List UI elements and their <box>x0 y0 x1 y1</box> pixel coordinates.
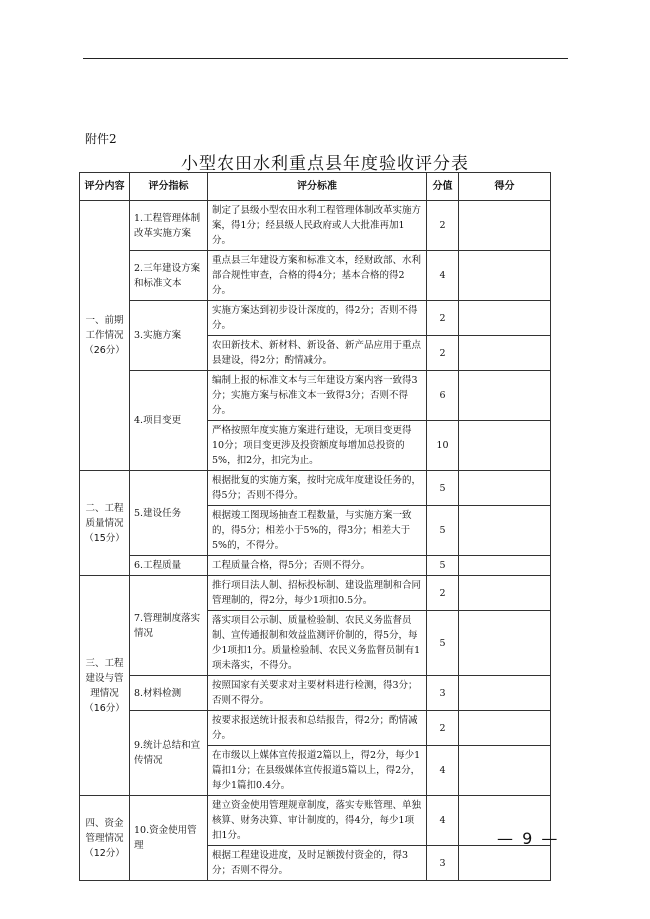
points-cell: 10 <box>427 421 459 471</box>
points-cell: 2 <box>427 201 459 251</box>
score-cell[interactable] <box>459 251 551 301</box>
indicator-cell: 8.材料检测 <box>130 676 208 711</box>
score-cell[interactable] <box>459 611 551 676</box>
points-cell: 4 <box>427 251 459 301</box>
score-cell[interactable] <box>459 201 551 251</box>
standard-cell: 制定了县级小型农田水利工程管理体制改革实施方案，得1分；经县级人民政府或人大批准再加1分。 <box>208 201 427 251</box>
points-cell: 4 <box>427 796 459 846</box>
header-points: 分值 <box>427 173 459 201</box>
standard-cell: 按要求报送统计报表和总结报告，得2分；酌情减分。 <box>208 711 427 746</box>
points-cell: 5 <box>427 471 459 506</box>
score-cell[interactable] <box>459 421 551 471</box>
standard-cell: 建立资金使用管理规章制度，落实专账管理、单独核算、财务决算、审计制度的，得4分，每少1项扣1分。 <box>208 796 427 846</box>
standard-cell: 推行项目法人制、招标投标制、建设监理制和合同管理制的，得2分，每少1项扣0.5分。 <box>208 576 427 611</box>
indicator-cell: 2.三年建设方案和标准文本 <box>130 251 208 301</box>
header-rule <box>83 58 568 59</box>
points-cell: 5 <box>427 611 459 676</box>
score-cell[interactable] <box>459 676 551 711</box>
indicator-cell: 1.工程管理体制改革实施方案 <box>130 201 208 251</box>
table-row <box>80 711 551 746</box>
score-cell[interactable] <box>459 711 551 746</box>
table-row <box>80 676 551 711</box>
table-row <box>80 556 551 576</box>
standard-cell: 在市级以上媒体宣传报道2篇以上，得2分，每少1篇扣1分；在县级媒体宣传报道5篇以上，得2分，每少1篇扣0.4分。 <box>208 746 427 796</box>
indicator-cell: 7.管理制度落实情况 <box>130 576 208 676</box>
standard-cell: 实施方案达到初步设计深度的，得2分；否则不得分。 <box>208 301 427 336</box>
header-category: 评分内容 <box>80 173 130 201</box>
indicator-cell: 10.资金使用管理 <box>130 796 208 881</box>
score-cell[interactable] <box>459 301 551 336</box>
points-cell: 4 <box>427 746 459 796</box>
score-cell[interactable] <box>459 371 551 421</box>
header-indicator: 评分指标 <box>130 173 208 201</box>
score-cell[interactable] <box>459 471 551 506</box>
category-cell: 二、工程质量情况（15分） <box>80 471 130 576</box>
header-standard: 评分标准 <box>208 173 427 201</box>
points-cell: 5 <box>427 506 459 556</box>
standard-cell: 工程质量合格，得5分；否则不得分。 <box>208 556 427 576</box>
points-cell: 2 <box>427 301 459 336</box>
points-cell: 2 <box>427 711 459 746</box>
table-row <box>80 576 551 611</box>
evaluation-table <box>79 172 551 881</box>
page-number: — 9 — <box>497 829 560 848</box>
standard-cell: 严格按照年度实施方案进行建设，无项目变更得10分；项目变更涉及投资额度每增加总投资的5%，扣2分，扣完为止。 <box>208 421 427 471</box>
standard-cell: 落实项目公示制、质量检验制、农民义务监督员制、宣传通报制和效益监测评价制的，得5分，每少1项扣1分。质量检验制、农民义务监督员制有1项未落实，不得分。 <box>208 611 427 676</box>
header-score: 得分 <box>459 173 551 201</box>
attachment-label: 附件2 <box>85 132 117 146</box>
standard-cell: 重点县三年建设方案和标准文本，经财政部、水利部合规性审查，合格的得4分；基本合格的得2分。 <box>208 251 427 301</box>
points-cell: 2 <box>427 336 459 371</box>
score-cell[interactable] <box>459 556 551 576</box>
points-cell: 2 <box>427 576 459 611</box>
table-row <box>80 251 551 301</box>
table-row <box>80 201 551 251</box>
points-cell: 3 <box>427 846 459 881</box>
page-title: 小型农田水利重点县年度验收评分表 <box>181 154 469 174</box>
points-cell: 3 <box>427 676 459 711</box>
indicator-cell: 4.项目变更 <box>130 371 208 471</box>
table-row <box>80 796 551 846</box>
table-header-row <box>80 173 551 201</box>
category-cell: 一、前期工作情况（26分） <box>80 201 130 471</box>
standard-cell: 根据竣工图现场抽查工程数量，与实施方案一致的，得5分；相差小于5%的，得3分；相差大于5%的，不得分。 <box>208 506 427 556</box>
category-cell: 四、资金管理情况（12分） <box>80 796 130 881</box>
standard-cell: 按照国家有关要求对主要材料进行检测，得3分；否则不得分。 <box>208 676 427 711</box>
indicator-cell: 9.统计总结和宣传情况 <box>130 711 208 796</box>
standard-cell: 编制上报的标准文本与三年建设方案内容一致得3分；实施方案与标准文本一致得3分；否则不得分。 <box>208 371 427 421</box>
indicator-cell: 3.实施方案 <box>130 301 208 371</box>
standard-cell: 农田新技术、新材料、新设备、新产品应用于重点县建设，得2分；酌情减分。 <box>208 336 427 371</box>
indicator-cell: 5.建设任务 <box>130 471 208 556</box>
points-cell: 5 <box>427 556 459 576</box>
table-row <box>80 471 551 506</box>
score-cell[interactable] <box>459 576 551 611</box>
score-cell[interactable] <box>459 746 551 796</box>
score-cell[interactable] <box>459 506 551 556</box>
points-cell: 6 <box>427 371 459 421</box>
standard-cell: 根据工程建设进度，及时足额拨付资金的，得3分；否则不得分。 <box>208 846 427 881</box>
indicator-cell: 6.工程质量 <box>130 556 208 576</box>
table-row <box>80 301 551 336</box>
table-row <box>80 371 551 421</box>
standard-cell: 根据批复的实施方案，按时完成年度建设任务的，得5分；否则不得分。 <box>208 471 427 506</box>
category-cell: 三、工程建设与管理情况（16分） <box>80 576 130 796</box>
score-cell[interactable] <box>459 336 551 371</box>
score-cell[interactable] <box>459 846 551 881</box>
